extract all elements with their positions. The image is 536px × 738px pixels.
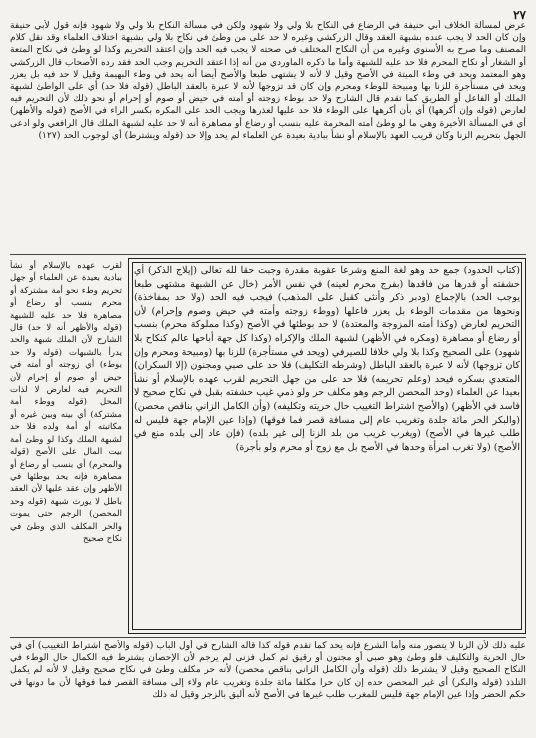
main-text-body: (كتاب الحدود) جمع حد وهو لغة المنع وشرعا عقوبة مقدرة وجبت حقا لله تعالى (إيلاج الذكر) أي حشفته أو قدرها من فاقدها (بفرج محرم لعينه) في نفس الأمر (خال عن الشبهة مشتهى طبعا يوجب الحد) بالإجماع (ودبر ذكر وأنثى كقبل على المذهب) فيجب فيه الحد (ولا حد بمفاخذة) ونحوها من مقدمات الوطء بل يعزر فاعلها (ووطء زوجته وأمته في حيض وصوم وإحرام) لأن التحريم لعارض (وكذا أمته المزوجة والمعتدة) لا حد بوطئها في الأصح (وكذا مملوكة محرم) بنسب أو رضاع أو مصاهرة (ومكره في الأظهر) لشبهة الملك والإكراه (وكذا كل جهة أباحها عالم كنكاح بلا شهود) على الصحيح وكذا بلا ولي خلافا للصيرفي (ويحد في مستأجرة) للزنا بها (ومبيحة ومحرم وإن كان تزوجها) لأنه لا عبرة بالعقد الباطل (وشرطه التكليف) فلا حد على صبي ومجنون (إلا السكران) المتعدي بسكره فيحد (وعلم تحريمه) فلا حد على من جهل التحريم لقرب عهده بالإسلام أو نشأ بعيدا عن العلماء (وحد المحصن الرجم وهو مكلف حر ولو ذمي غيب حشفته بقبل في نكاح صحيح لا فاسد في الأظهر) (والأصح اشتراط التغييب حال حريته وتكليفه) (وأن الكامل الزاني بناقص محصن) (والبكر الحر مائة جلدة وتغريب عام إلى مسافة قصر فما فوقها) (وإذا عين الإمام جهة فليس له طلب غيرها في الأصح) (ويغرب غريب من بلد الزنا إلى غير بلده) (فإن عاد إلى بلده منع في الأصح) (ولا تغرب امرأة وحدها في الأصح بل مع زوج أو محرم ولو بأجرة) [134, 265, 520, 453]
divider-top [10, 254, 526, 255]
side-margin-commentary [10, 260, 122, 630]
side-margin-text: لقرب عهده بالإسلام أو نشأ ببادية بعيدة عن العلماء أو جهل تحريم وطء نحو أمة مشتركة أو محرم بنسب أو رضاع أو مصاهرة فلا حد عليه للشبهة (قوله والأظهر أنه لا حد) قال الشارح لأن الملك شبهة والحد يدرأ بالشبهات (قوله ولا حد بوطء) أي زوجته أو أمته في حيض أو صوم أو إحرام لأن التحريم فيه لعارض لا لذات المحل (قوله ووطء أمة مشتركة) أي بينه وبين غيره أو مكاتبته أو أمة ولده فلا حد لشبهة الملك وكذا لو وطئ أمة بيت المال على الأصح (قوله والمحرم) أي بنسب أو رضاع أو مصاهرة فإنه يحد بوطئها في الأظهر وإن عقد عليها لأن العقد باطل لا يورث شبهة (قوله وحد المحصن) الرجم حتى يموت والحر المكلف الذي وطئ في نكاح صحيح [10, 261, 122, 544]
top-commentary [10, 20, 526, 252]
divider-bottom [10, 637, 526, 638]
main-text [134, 264, 520, 628]
top-commentary-text: عرض لمسألة الخلاف أبي حنيفة في الرضاع في النكاح بلا ولي ولا شهود ولكن في مسألة النكاح بلا ولي ولا شهود فإنه قول لأبي حنيفة وإن كان الحد لا يجب عنده بشبهة العقد وقال الزركشي وغيره لا حد على من وطئ في نكاح بلا ولي بشبهة اختلاف العلماء وقد نقل كلام المصنف وما صرح به الأسنوي وغيره من أن النكاح المختلف في صحته لا يجب فيه الحد وإن اعتقد التحريم وكذا لو وطئ في نكاح المتعة أو الشغار أو نكاح المحرم فلا حد عليه للشبهة وأما ما ذكره الماوردي من أنه إذا اعتقد التحريم وجب الحد فقد رده الأصحاب قال الزركشي وهو المعتمد ويحد في وطء الميتة في الأصح وقيل لا لأنه لا يشتهى طبعا والأصح أيضا أنه يحد في وطء البهيمة وقيل لا حد فيه بل يعزر ويحد في مستأجرة للزنا بها ومبيحة للوطء ومحرم وإن كان قد تزوجها لأنه لا عبرة بالعقد الباطل (قوله فلا حد) أي على الواطئ لشبهة الملك أو الفاعل أو الطريق كما تقدم قال الشارح ولا حد بوطء زوجته أو أمته في حيض أو صوم أو إحرام أو نحو ذلك لأن التحريم فيه لعارض (قوله وإن أكرهها) أي بأن أكرهها على الوطء فلا حد عليها لعذرها ويجب الحد على المكره بكسر الراء في الأصح (قوله والأظهر) أي في المسألة الأخيرة وهي ما لو وطئ أمته المحرمة عليه بنسب أو رضاع أو مصاهرة أنه لا حد عليه لشبهة الملك قال الرافعي ولو ادعى الجهل بتحريم الزنا وكان قريب العهد بالإسلام أو نشأ ببادية بعيدة عن العلماء لم يحد وإلا حد (قوله ويشترط) أي لوجوب الحد (١٢٧) [10, 20, 526, 141]
bottom-commentary-text: عليه ذلك لأن الزنا لا يتصور منه وأما الشرع فإنه يحد كما تقدم قوله كذا قاله الشارح في أول الباب (قوله والأصح اشتراط التغييب) أي في حال الحرية والتكليف فلو وطئ وهو صبي أو مجنون أو رقيق ثم كمل فزنى لم يرجم لأن الإحصان يشترط فيه الكمال حال الوطء في النكاح الصحيح وقيل لا يشترط ذلك (قوله وأن الكامل الزاني بناقص محصن) لأنه حر مكلف وطئ في نكاح صحيح وقيل لا لأنه لم يكمل التلذذ (قوله والبكر) أي غير المحصن حده إن كان حرا مكلفا مائة جلدة وتغريب عام ولاء إلى مسافة القصر فما فوقها لأن ما دونها في حكم الحضر وإذا عين الإمام جهة فليس للمغرب طلب غيرها في الأصح لأنه أليق بالزجر وقيل له ذلك [10, 640, 526, 700]
bottom-commentary [10, 640, 526, 732]
page-number: ٢٧ [513, 8, 526, 22]
